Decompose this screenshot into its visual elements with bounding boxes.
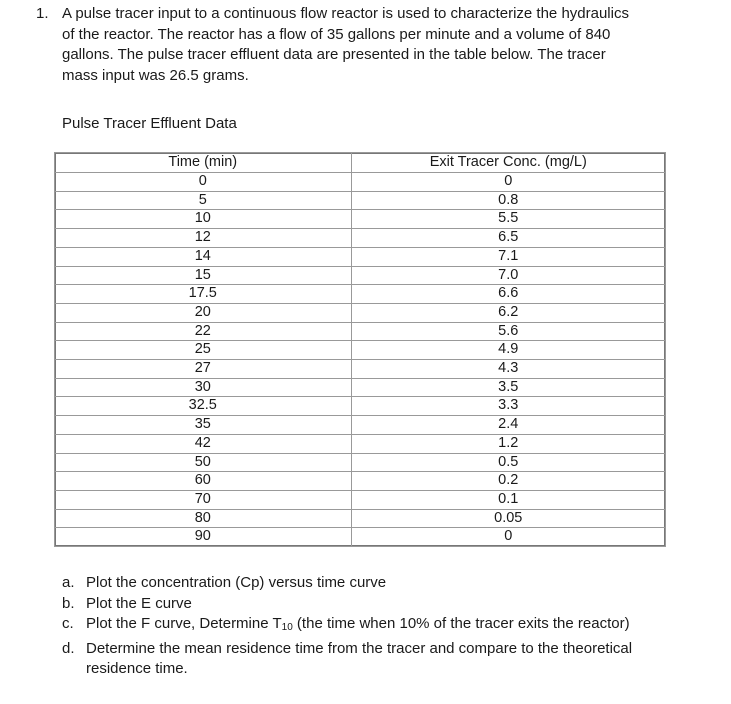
- cell-time: 20: [55, 303, 352, 322]
- table-row: [55, 490, 666, 509]
- table-caption: Pulse Tracer Effluent Data: [62, 115, 237, 132]
- table-row: [55, 378, 666, 397]
- cell-time: 12: [55, 229, 352, 248]
- cell-concentration: 2.4: [351, 416, 665, 435]
- part-b-text: Plot the E curve: [86, 594, 192, 612]
- table-header-row: [55, 153, 666, 173]
- cell-time: 32.5: [55, 397, 352, 416]
- part-a-letter: a.: [62, 574, 75, 591]
- table-row: [55, 266, 666, 285]
- table-row: [55, 341, 666, 360]
- table-row: [55, 229, 666, 248]
- table-row: [55, 247, 666, 266]
- table-row: [55, 210, 666, 229]
- cell-concentration: 5.5: [351, 210, 665, 229]
- table-row: [55, 322, 666, 341]
- cell-concentration: 4.9: [351, 341, 665, 360]
- table-row: [55, 360, 666, 379]
- cell-time: 35: [55, 416, 352, 435]
- cell-time: 50: [55, 453, 352, 472]
- subparts-list: [62, 573, 662, 680]
- cell-concentration: 1.2: [351, 434, 665, 453]
- cell-time: 0: [55, 173, 352, 192]
- cell-concentration: 0.5: [351, 453, 665, 472]
- table-row: [55, 173, 666, 192]
- tracer-data-table: [54, 152, 666, 547]
- table-row: [55, 397, 666, 416]
- header-concentration: Exit Tracer Conc. (mg/L): [351, 153, 665, 173]
- cell-time: 10: [55, 210, 352, 229]
- cell-time: 27: [55, 360, 352, 379]
- problem-number: 1.: [36, 5, 49, 22]
- cell-concentration: 0: [351, 528, 665, 547]
- cell-time: 60: [55, 472, 352, 491]
- cell-concentration: 4.3: [351, 360, 665, 379]
- part-b-letter: b.: [62, 594, 75, 612]
- part-c-text-before: Plot the F curve, Determine T: [86, 615, 282, 633]
- cell-time: 5: [55, 191, 352, 210]
- cell-concentration: 5.6: [351, 322, 665, 341]
- cell-concentration: 7.0: [351, 266, 665, 285]
- header-time: Time (min): [55, 153, 352, 173]
- part-c-text-after: (the time when 10% of the tracer exits the reactor): [292, 615, 630, 633]
- cell-time: 90: [55, 528, 352, 547]
- cell-time: 80: [55, 509, 352, 528]
- cell-concentration: 6.6: [351, 285, 665, 304]
- cell-concentration: 0.05: [351, 509, 665, 528]
- cell-time: 25: [55, 341, 352, 360]
- table-row: [55, 285, 666, 304]
- cell-concentration: 0.8: [351, 191, 665, 210]
- cell-time: 70: [55, 490, 352, 509]
- part-d-letter: d.: [62, 639, 75, 657]
- cell-concentration: 3.3: [351, 397, 665, 416]
- cell-concentration: 3.5: [351, 378, 665, 397]
- table-row: [55, 453, 666, 472]
- part-a-text: Plot the concentration (Cp) versus time curve: [86, 574, 387, 591]
- table-row: [55, 191, 666, 210]
- table-body: [55, 173, 666, 547]
- table-row: [55, 416, 666, 435]
- table-row: [55, 303, 666, 322]
- part-c-subscript: 10: [281, 622, 293, 634]
- cell-time: 22: [55, 322, 352, 341]
- cell-concentration: 6.5: [351, 229, 665, 248]
- part-a: [62, 573, 662, 594]
- part-c: [62, 614, 662, 639]
- cell-concentration: 6.2: [351, 303, 665, 322]
- cell-concentration: 7.1: [351, 247, 665, 266]
- table-row: [55, 528, 666, 547]
- cell-time: 15: [55, 266, 352, 285]
- cell-time: 14: [55, 247, 352, 266]
- table-row: [55, 434, 666, 453]
- cell-time: 30: [55, 378, 352, 397]
- part-b: [62, 594, 662, 615]
- part-d: [62, 639, 662, 680]
- cell-concentration: 0.1: [351, 490, 665, 509]
- cell-concentration: 0: [351, 173, 665, 192]
- part-d-text: Determine the mean residence time from the tracer and compare to the theoretical residence time.: [86, 639, 633, 678]
- cell-concentration: 0.2: [351, 472, 665, 491]
- table-row: [55, 472, 666, 491]
- part-c-letter: c.: [62, 615, 74, 633]
- cell-time: 17.5: [55, 285, 352, 304]
- cell-time: 42: [55, 434, 352, 453]
- problem-text: A pulse tracer input to a continuous flow reactor is used to characterize the hydraulics of the reactor. The reactor has a flow of 35 gallons per minute and a volume of 840 gallons. The pulse tracer effluent data are presented in the table below. The tracer mass input was 26.5 grams.: [62, 5, 629, 84]
- table-row: [55, 509, 666, 528]
